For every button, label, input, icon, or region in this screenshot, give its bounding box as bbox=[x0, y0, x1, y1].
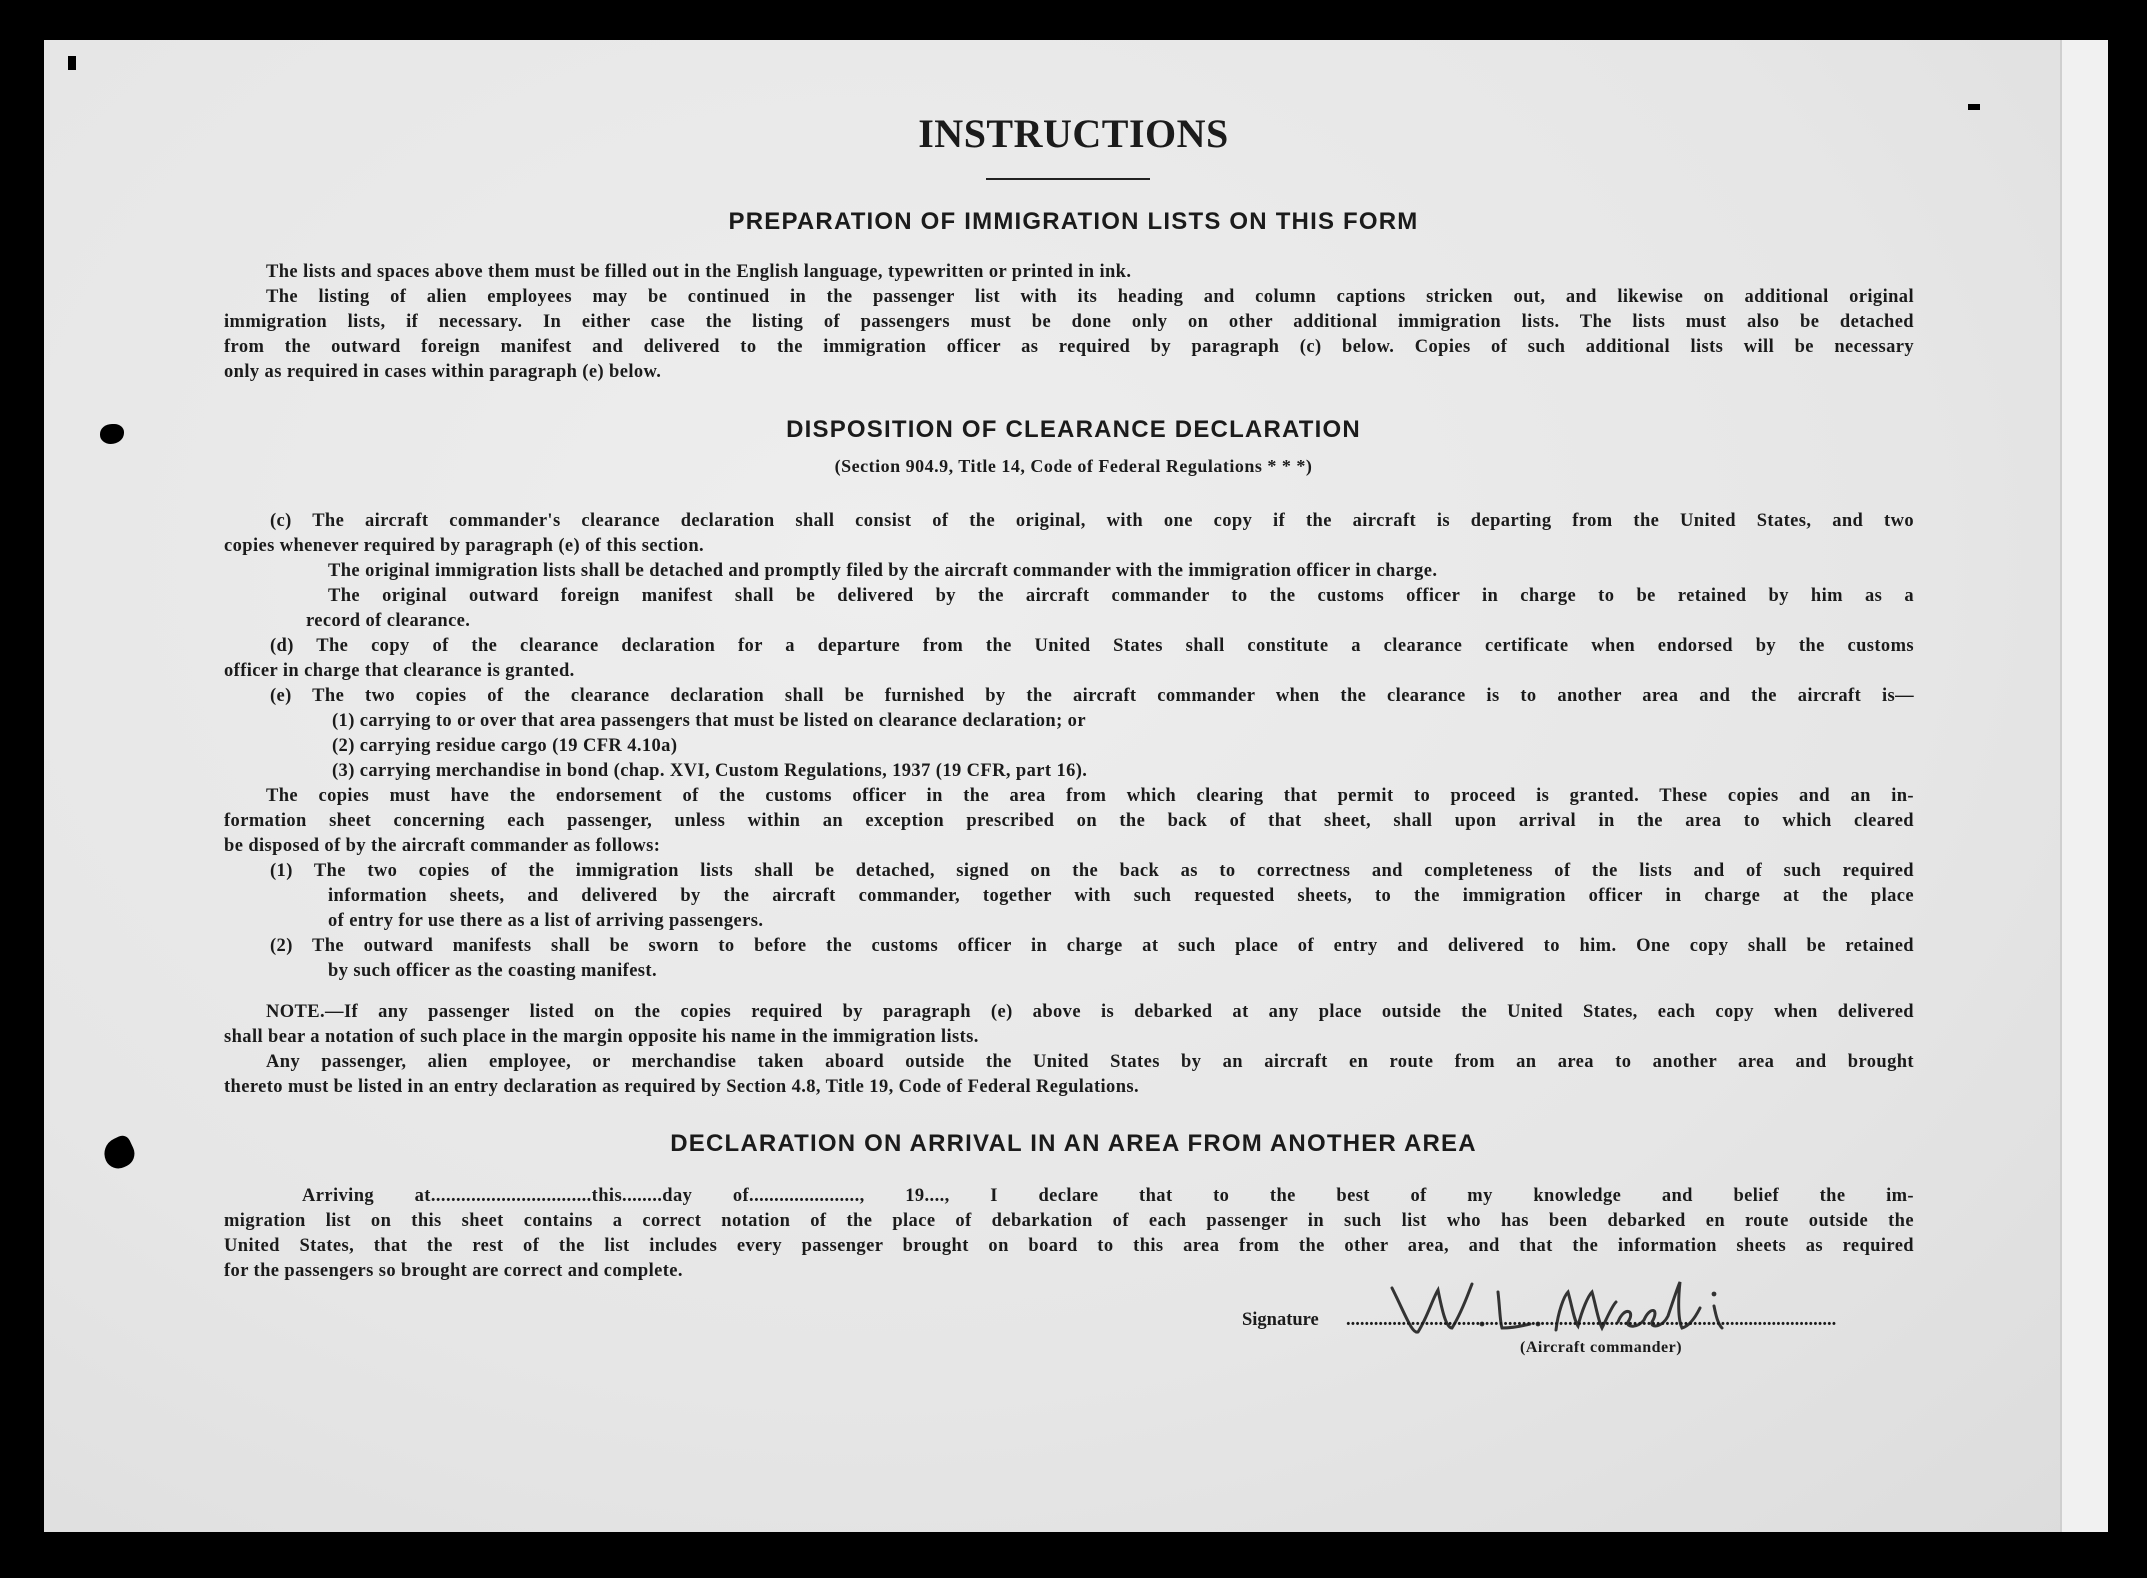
text-line: shall bear a notation of such place in the margin opposite his name in the immigration lists. bbox=[224, 1027, 979, 1047]
text-line: only as required in cases within paragraph (e) below. bbox=[224, 362, 662, 382]
text-line: information sheets, and delivered by the aircraft commander, together with such requested sheets, to the immigration officer in charge at the place bbox=[328, 886, 1914, 906]
signature-caption: (Aircraft commander) bbox=[1520, 1339, 1683, 1356]
text-line: of entry for use there as a list of arriving passengers. bbox=[328, 911, 764, 931]
text-line: (1) The two copies of the immigration lists shall be detached, signed on the back as to correctness and completeness of the lists and of such required bbox=[270, 861, 1914, 881]
section-heading-disposition: DISPOSITION OF CLEARANCE DECLARATION bbox=[786, 416, 1361, 443]
text-line: (3) carrying merchandise in bond (chap. XVI, Custom Regulations, 1937 (19 CFR, part 16). bbox=[332, 761, 1088, 781]
text-line: NOTE.—If any passenger listed on the copies required by paragraph (e) above is debarked at any place outside the United States, each copy when delivered bbox=[266, 1002, 1914, 1022]
text-line: The listing of alien employees may be continued in the passenger list with its heading and column captions stricken out, and likewise on additional original bbox=[266, 287, 1914, 307]
text-line: for the passengers so brought are correct and complete. bbox=[224, 1261, 683, 1281]
title-divider bbox=[986, 178, 1150, 180]
text-line: by such officer as the coasting manifest. bbox=[328, 961, 657, 981]
text-line: officer in charge that clearance is granted. bbox=[224, 661, 575, 681]
section-subheading: (Section 904.9, Title 14, Code of Federal Regulations * * *) bbox=[834, 456, 1313, 476]
text-line: record of clearance. bbox=[306, 611, 471, 631]
text-line: copies whenever required by paragraph (e) of this section. bbox=[224, 536, 705, 556]
signature-line: .......................................................................................................... bbox=[1346, 1310, 1837, 1330]
text-line: (2) The outward manifests shall be sworn to before the customs officer in charge at such place of entry and delivered to him. One copy shall be retained bbox=[270, 936, 1914, 956]
text-line: The lists and spaces above them must be filled out in the English language, typewritten or printed in ink. bbox=[266, 262, 1132, 282]
text-line: The original immigration lists shall be detached and promptly filed by the aircraft commander with the immigration officer in charge. bbox=[328, 561, 1438, 581]
text-line: The original outward foreign manifest shall be delivered by the aircraft commander to the customs officer in charge to be retained by him as a bbox=[328, 586, 1914, 606]
text-line: Arriving at................................this........day of......................, 19...., I declare that to the best of my knowledge and belief the im- bbox=[302, 1186, 1914, 1206]
section-heading-declaration: DECLARATION ON ARRIVAL IN AN AREA FROM ANOTHER AREA bbox=[670, 1130, 1477, 1157]
text-line: (1) carrying to or over that area passengers that must be listed on clearance declaration; or bbox=[332, 711, 1086, 731]
text-line: Any passenger, alien employee, or merchandise taken aboard outside the United States by an aircraft en route from an area to another area and brought bbox=[266, 1052, 1914, 1072]
section-heading-preparation: PREPARATION OF IMMIGRATION LISTS ON THIS FORM bbox=[728, 208, 1419, 235]
page-title: INSTRUCTIONS bbox=[918, 111, 1229, 156]
text-line: be disposed of by the aircraft commander as follows: bbox=[224, 836, 661, 856]
text-line: The copies must have the endorsement of the customs officer in the area from which clearing that permit to proceed is granted. These copies and an in- bbox=[266, 786, 1914, 806]
text-line: (c) The aircraft commander's clearance declaration shall consist of the original, with one copy if the aircraft is departing from the United States, and two bbox=[270, 511, 1914, 531]
text-line: (e) The two copies of the clearance declaration shall be furnished by the aircraft commander when the clearance is to another area and the aircraft is— bbox=[270, 686, 1914, 706]
text-line: (d) The copy of the clearance declaration for a departure from the United States shall constitute a clearance certificate when endorsed by the customs bbox=[270, 636, 1914, 656]
text-line: thereto must be listed in an entry declaration as required by Section 4.8, Title 19, Code of Federal Regulations. bbox=[224, 1077, 1140, 1097]
text-line: immigration lists, if necessary. In either case the listing of passengers must be done only on other additional immigration lists. The lists must also be detached bbox=[224, 312, 1914, 332]
text-line: (2) carrying residue cargo (19 CFR 4.10a) bbox=[332, 736, 678, 756]
text-line: migration list on this sheet contains a correct notation of the place of debarkation of each passenger in such list who has been debarked en route outside the bbox=[224, 1211, 1914, 1231]
signature-label: Signature bbox=[1242, 1310, 1319, 1330]
text-line: United States, that the rest of the list includes every passenger brought on board to this area from the other area, and that the information sheets as required bbox=[224, 1236, 1914, 1256]
text-line: formation sheet concerning each passenger, unless within an exception prescribed on the back of that sheet, shall upon arrival in the area to which cleared bbox=[224, 811, 1914, 831]
text-line: from the outward foreign manifest and delivered to the immigration officer as required by paragraph (c) below. Copies of such additional lists will be necessary bbox=[224, 337, 1914, 357]
